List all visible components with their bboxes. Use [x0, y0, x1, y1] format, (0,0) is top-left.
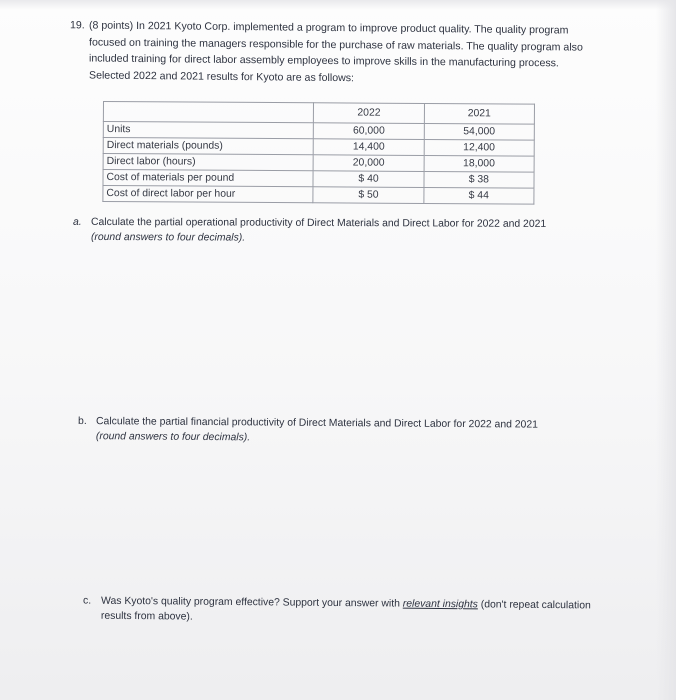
page-right-shadow [656, 0, 676, 700]
part-a-body [91, 215, 598, 247]
row-value-2021: $ 38 [424, 172, 534, 189]
row-label: Direct labor (hours) [103, 154, 313, 171]
question-number: 19. [70, 19, 85, 32]
row-value-2022: 20,000 [313, 155, 423, 172]
part-b-body [96, 414, 588, 448]
row-value-2022: $ 50 [313, 187, 423, 204]
part-c-body [101, 594, 593, 629]
part-b-text: Calculate the partial financial productivity of Direct Materials and Direct Labor for 2022 and 2021 [96, 416, 538, 431]
row-value-2021: 18,000 [424, 156, 534, 173]
part-c-letter: c. [83, 595, 92, 607]
part-c [83, 594, 593, 629]
part-c-text-after: (don't repeat calculation results from above). [100, 599, 591, 623]
row-value-2022: 60,000 [314, 123, 424, 140]
row-value-2021: 54,000 [424, 124, 534, 141]
table-row [103, 186, 534, 205]
part-b-letter: b. [78, 415, 87, 428]
row-label: Direct materials (pounds) [103, 138, 313, 155]
row-label: Cost of materials per pound [103, 170, 313, 187]
table-header-cell [103, 102, 314, 123]
table-header-2022: 2022 [314, 103, 424, 124]
part-b [78, 414, 588, 448]
row-value-2022: 14,400 [314, 139, 424, 156]
part-c-underlined: relevant insights [402, 598, 478, 611]
row-label: Units [103, 122, 313, 139]
part-a-note: (round answers to four decimals). [90, 231, 246, 244]
table-header-2021: 2021 [424, 103, 534, 124]
table-header-row [103, 102, 534, 125]
part-a [73, 215, 598, 247]
page-edge-shadow [0, 0, 676, 10]
results-table [102, 101, 535, 205]
row-value-2022: $ 40 [313, 171, 423, 188]
part-a-text: Calculate the partial operational productivity of Direct Materials and Direct Labor for 2022 and 2021 [91, 216, 547, 230]
part-b-note: (round answers to four decimals). [95, 431, 251, 444]
part-c-text-before: Was Kyoto's quality program effective? Support your answer with [101, 595, 400, 610]
question-19 [70, 17, 595, 89]
question-text: (8 points) In 2021 Kyoto Corp. implemented a program to improve product quality. The quality program focused on training the managers responsible for the purchase of raw materials. The quality program also included training for direct labor assembly employees to improve skills in the manufacturing process. Selected 2022 and 2021 results for Kyoto are as follows: [89, 19, 583, 85]
row-label: Cost of direct labor per hour [103, 186, 313, 203]
part-a-letter: a. [73, 216, 82, 228]
row-value-2021: 12,400 [424, 140, 534, 157]
row-value-2021: $ 44 [424, 187, 534, 204]
